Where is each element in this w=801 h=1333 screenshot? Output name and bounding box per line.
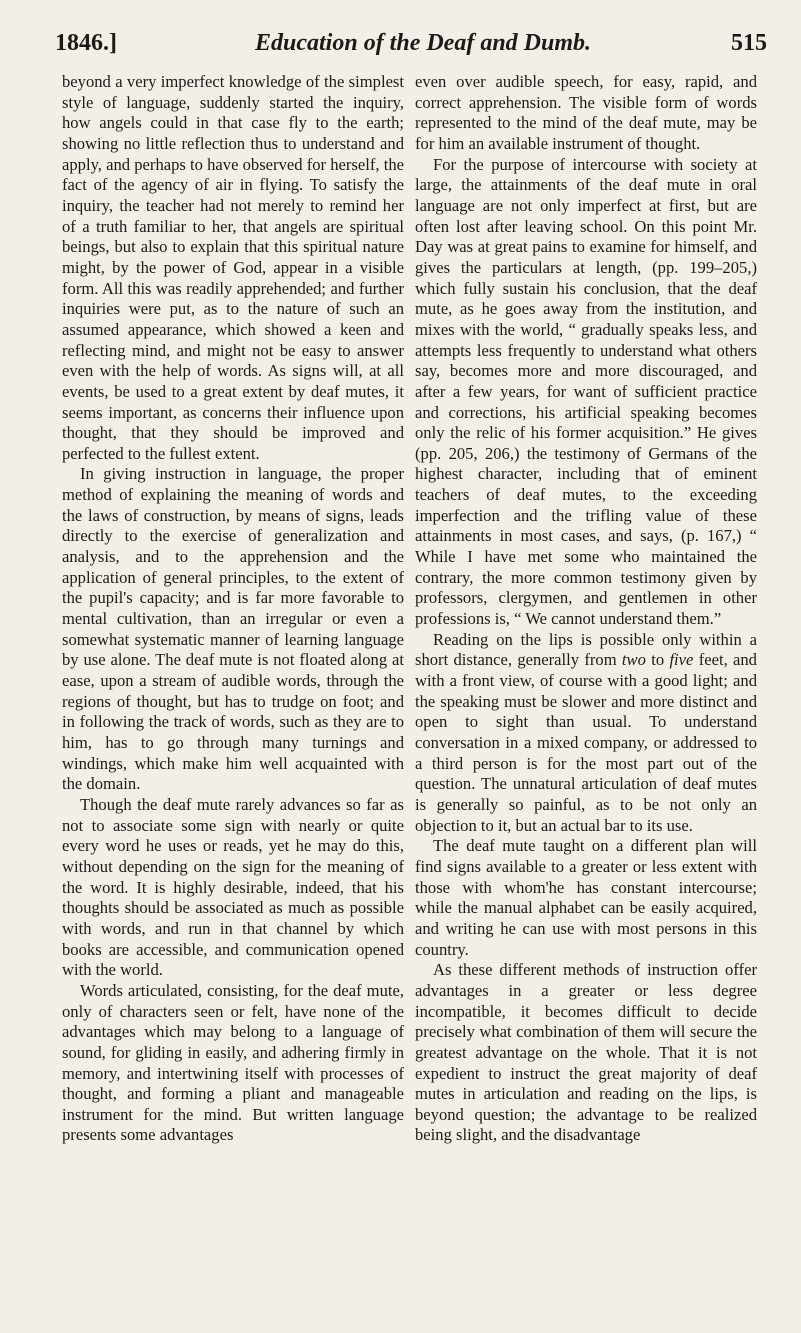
header-title: Education of the Deaf and Dumb. <box>255 30 592 56</box>
running-header <box>55 30 767 66</box>
paragraph: For the purpose of intercourse with society at large, the attainments of the deaf mute in oral language are not only imperfect at first, but are often lost after leaving school. On this point Mr. Day was at great pains to examine for himself, and gives the particulars at length, (pp. 199–205,) which fully sustain his conclusion, that the deaf mute, as he goes away from the institution, and mixes with the world, “ gradually speaks less, and attempts less frequently to understand what others say, becomes more and more discouraged, and after a few years, for want of sufficient practice and corrections, his artificial speaking becomes only the relic of his former acquisition.” He gives (pp. 205, 206,) the testimony of Germans of the highest character, including that of eminent teachers of deaf mutes, to the exceeding imperfection and the trifling value of these attainments in most cases, and says, (p. 167,) “ While I have met some who maintained the contrary, the more common testimony given by professors, clergymen, and gentlemen in other professions is, “ We cannot understand them.” <box>415 154 757 629</box>
text-span: to <box>645 650 670 670</box>
page-number: 515 <box>731 30 767 56</box>
right-column <box>415 72 757 1146</box>
paragraph: In giving instruction in language, the proper method of explaining the meaning of words and the laws of construction, by means of signs, leads directly to the exercise of generalization and analysis, and to the apprehension and the application of general principles, to the extent of the pupil's capacity; and is far more favorable to mental cultivation, than an irregular or even a somewhat systematic manner of learning language by use alone. The deaf mute is not floated along at ease, upon a stream of audible words, through the regions of thought, but has to trudge on foot; and in following the track of words, such as they are to him, has to go through many turnings and windings, which make him well acquainted with the domain. <box>62 464 404 794</box>
paragraph: Words articulated, consisting, for the deaf mute, only of characters seen or felt, have none of the advantages which may belong to a language of sound, for gliding in easily, and adhering firmly in memory, and intertwining itself with processes of thought, and forming a pliant and manageable instrument for the mind. But written language presents some advantages <box>62 980 404 1145</box>
paragraph: Though the deaf mute rarely advances so far as not to associate some sign with nearly or quite every word he uses or reads, yet he may do this, without depending on the sign for the meaning of the word. It is highly desirable, indeed, that his thoughts should be associated as much as possible with words, and run in that channel by which books are accessible, and communication opened with the world. <box>62 794 404 980</box>
header-year: 1846.] <box>55 30 117 56</box>
paragraph: even over audible speech, for easy, rapid, and correct apprehension. The visible form of words represented to the mind of the deaf mute, may be for him an available instrument of thought. <box>415 72 757 153</box>
text-span: feet, and with a front view, of course with a good light; and the speaking must be slower and more distinct and open to sight than usual. To understand conversation in a mixed company, or addressed to a third person is for the most part out of the question. The unnatural articulation of deaf mutes is generally so painful, as to be not only an objection to it, but an actual bar to its use. <box>415 650 757 835</box>
paragraph <box>415 630 757 837</box>
text-span: Reading on the lips is possible only within a short distance, generally from <box>415 629 757 670</box>
paragraph: The deaf mute taught on a different plan will find signs available to a greater or less extent with those with whom'he has constant intercourse; while the manual alphabet can be easily acquired, and writing he can use with most persons in this country. <box>415 836 757 959</box>
italic-word: five <box>669 650 694 670</box>
paragraph: As these different methods of instruction offer advantages in a greater or less degree incompatible, it becomes difficult to decide precisely what combination of them will secure the greatest advantage on the whole. That it is not expedient to instruct the great majority of deaf mutes in articulation and reading on the lips, is beyond question; the advantage to be realized being slight, and the disadvantage <box>415 960 757 1145</box>
italic-word: two <box>621 650 646 670</box>
left-column <box>62 72 404 1146</box>
paragraph: beyond a very imperfect knowledge of the simplest style of language, suddenly started the inquiry, how angels could in that case fly to the earth; showing no little reflection thus to understand and apply, and perhaps to have observed for herself, the fact of the agency of air in flying. To satisfy the inquiry, the teacher had not merely to remind her of a truth familiar to her, that angels are spiritual beings, but also to explain that this spiritual nature might, by the power of God, appear in a visible form. All this was readily apprehended; and further inquiries were put, as to the nature of such an assumed appearance, which showed a keen and reflecting mind, and might not be easy to answer even with the help of words. As signs will, at all events, be used to a great extent by deaf mutes, it seems important, as concerns their influence upon thought, that they should be improved and perfected to the fullest extent. <box>62 72 404 463</box>
